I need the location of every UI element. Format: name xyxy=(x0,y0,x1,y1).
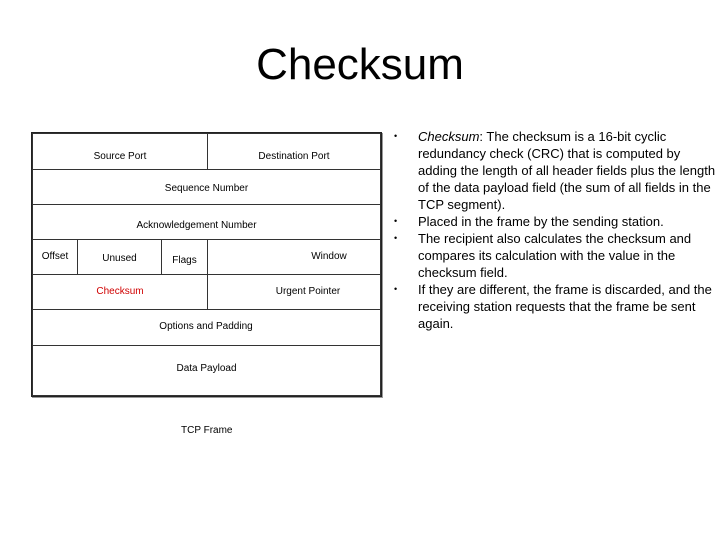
field-label: Offset xyxy=(41,251,69,262)
field-label: Unused xyxy=(102,253,137,264)
field-destination-port xyxy=(207,133,381,170)
slide-title: Checksum xyxy=(256,40,464,89)
field-source-port xyxy=(32,133,208,170)
field-data-payload xyxy=(32,345,381,396)
bullet-list xyxy=(390,128,720,332)
field-label: Source Port xyxy=(93,151,147,162)
bullet-icon: • xyxy=(394,284,398,294)
field-label: Acknowledgement Number xyxy=(136,220,257,231)
bullet-icon: • xyxy=(394,233,398,243)
field-label-highlighted: Checksum xyxy=(96,286,144,297)
bullet-text: If they are different, the frame is discarded, and the receiving station requests that the frame be sent again. xyxy=(418,282,712,331)
field-ack-number xyxy=(32,204,381,240)
field-flags xyxy=(161,239,208,275)
field-label: Options and Padding xyxy=(159,321,253,332)
diagram-caption: TCP Frame xyxy=(181,425,233,436)
field-urgent-pointer xyxy=(207,274,381,310)
bullet-term: Checksum xyxy=(418,129,480,144)
tcp-frame-diagram xyxy=(31,132,382,397)
field-sequence-number xyxy=(32,169,381,205)
field-label: Destination Port xyxy=(258,151,330,162)
bullet-item xyxy=(390,281,720,332)
field-label: Urgent Pointer xyxy=(275,286,341,297)
field-label: Window xyxy=(311,251,347,262)
field-label: Data Payload xyxy=(176,363,237,374)
bullet-text: Placed in the frame by the sending station. xyxy=(418,214,664,229)
field-window xyxy=(207,239,381,275)
bullet-item xyxy=(390,128,720,213)
field-options-padding xyxy=(32,309,381,346)
bullet-icon: • xyxy=(394,216,398,226)
bullet-text: The recipient also calculates the checksum and compares its calculation with the value in the checksum field. xyxy=(418,231,692,280)
bullet-text: : The checksum is a 16-bit cyclic redundancy check (CRC) that is computed by adding the length of all header fields plus the length of the data payload field (the sum of all fields in the TCP segment). xyxy=(418,129,716,212)
bullet-item xyxy=(390,213,720,230)
field-unused xyxy=(77,239,162,275)
field-label: Flags xyxy=(172,255,197,266)
bullet-item xyxy=(390,230,720,281)
field-label: Sequence Number xyxy=(164,183,249,194)
field-checksum xyxy=(32,274,208,310)
field-offset xyxy=(32,239,78,275)
bullet-icon: • xyxy=(394,131,398,141)
